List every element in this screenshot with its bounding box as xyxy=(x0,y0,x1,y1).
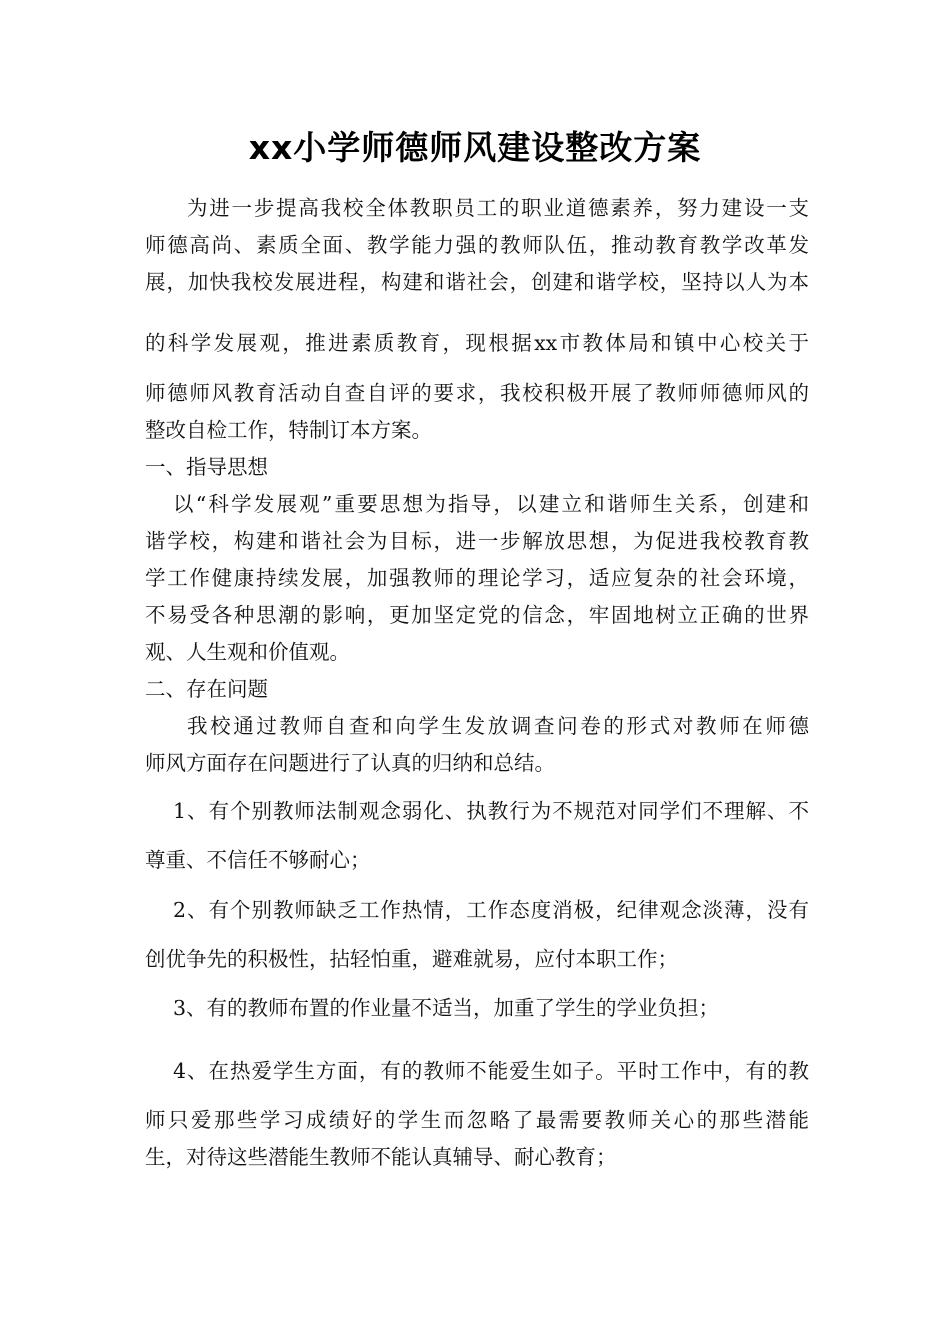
intro-line-4: 的科学发展观，推进素质教育，现根据xx市教体局和镇中心校关于 xyxy=(145,331,809,355)
intro-line-3: 展，加快我校发展进程，构建和谐社会，创建和谐学校，坚持以人为本 xyxy=(145,270,809,294)
intro-line-6: 整改自检工作，特制订本方案。 xyxy=(145,418,432,442)
intro-line-5: 师德师风教育活动自查自评的要求，我校积极开展了教师师德师风的 xyxy=(145,381,809,405)
section1-line-4: 不易受各种思潮的影响，更加坚定党的信念，牢固地树立正确的世界 xyxy=(145,603,809,627)
section1-line-5: 观、人生观和价值观。 xyxy=(145,640,350,664)
problem-item-1-line-1: 1、有个别教师法制观念弱化、执教行为不规范对同学们不理解、不 xyxy=(173,799,809,823)
problem-item-4-line-1: 4、在热爱学生方面，有的教师不能爱生如子。平时工作中，有的教 xyxy=(173,1059,809,1083)
problem-item-1-line-2: 尊重、不信任不够耐心； xyxy=(145,848,371,872)
document-title: xx小学师德师风建设整改方案 xyxy=(248,128,702,167)
problem-item-3-line-1: 3、有的教师布置的作业量不适当，加重了学生的学业负担； xyxy=(173,996,720,1020)
intro-line-2: 师德高尚、素质全面、教学能力强的教师队伍，推动教育教学改革发 xyxy=(145,233,809,257)
section1-line-2: 谐学校，构建和谐社会为目标，进一步解放思想，为促进我校教育教 xyxy=(145,529,809,553)
intro-line-1: 为进一步提高我校全体教职员工的职业道德素养，努力建设一支 xyxy=(187,196,809,220)
problem-item-2-line-2: 创优争先的积极性，拈轻怕重，避难就易，应付本职工作； xyxy=(145,947,678,971)
section1-line-3: 学工作健康持续发展，加强教师的理论学习，适应复杂的社会环境， xyxy=(145,566,809,590)
problem-item-4-line-2: 师只爱那些学习成绩好的学生而忽略了最需要教师关心的那些潜能 xyxy=(145,1108,809,1132)
section-heading-existing-problems: 二、存在问题 xyxy=(145,677,268,701)
section-heading-guiding-ideology: 一、指导思想 xyxy=(145,455,268,479)
problem-item-4-line-3: 生，对待这些潜能生教师不能认真辅导、耐心教育； xyxy=(145,1145,617,1169)
section2-line-2: 师风方面存在问题进行了认真的归纳和总结。 xyxy=(145,751,555,775)
section2-line-1: 我校通过教师自查和向学生发放调查问卷的形式对教师在师德 xyxy=(187,714,809,738)
problem-item-2-line-1: 2、有个别教师缺乏工作热情，工作态度消极，纪律观念淡薄，没有 xyxy=(173,898,809,922)
section1-line-1: 以“科学发展观”重要思想为指导，以建立和谐师生关系，创建和 xyxy=(173,492,809,516)
